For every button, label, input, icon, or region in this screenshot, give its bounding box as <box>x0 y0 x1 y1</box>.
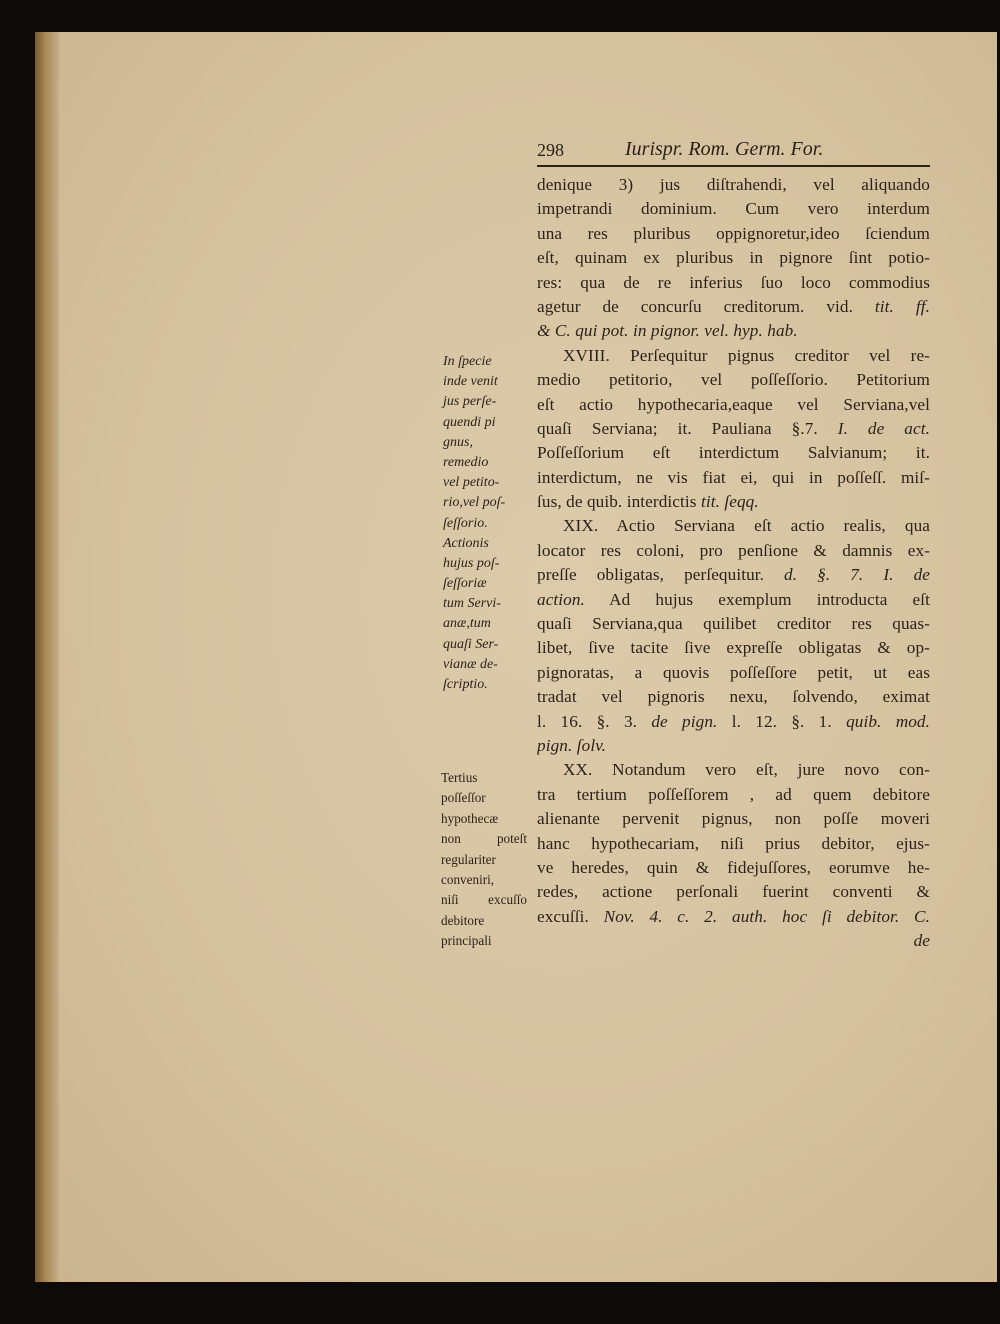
text-segment: eſt actio hypothecaria,eaque vel Serviana,vel <box>537 394 930 414</box>
text-line <box>537 734 930 758</box>
text-segment: agetur de concurſu creditorum. vid. <box>537 296 875 316</box>
text-line <box>537 588 930 612</box>
text-segment: tra tertium poſſeſſorem , ad quem debitore <box>537 784 930 804</box>
citation-italic: & C. qui pot. in pignor. vel. hyp. hab. <box>537 321 798 341</box>
text-segment: una res pluribus oppignoretur,ideo ſciendum <box>537 223 930 243</box>
text-line <box>537 368 930 392</box>
book-page <box>35 32 997 1282</box>
margin-note-line: ſcriptio. <box>443 677 488 692</box>
text-line <box>537 393 930 417</box>
citation-italic: action. <box>537 589 585 609</box>
text-segment: l. 16. §. 3. <box>537 711 652 731</box>
text-line <box>537 905 930 929</box>
text-segment: XIX. Actio Serviana eſt actio realis, qua <box>563 516 930 536</box>
margin-note-line: ſeſſoriæ <box>443 576 487 592</box>
margin-note-line: conveniri, <box>441 871 495 887</box>
text-line <box>537 612 930 636</box>
text-segment: redes, actione perſonali fuerint conventi & <box>537 882 930 902</box>
text-line <box>537 441 930 465</box>
text-line <box>537 856 930 880</box>
citation-italic: I. de act. <box>837 418 930 438</box>
header-rule <box>537 165 930 167</box>
text-line <box>537 758 930 782</box>
text-line <box>537 514 930 538</box>
text-line <box>537 295 930 319</box>
text-line <box>537 685 930 709</box>
text-segment: excuſſi. <box>537 906 604 926</box>
citation-italic: Nov. 4. c. 2. auth. hoc ſi debitor. C. <box>603 906 930 926</box>
citation-italic: de <box>913 931 930 951</box>
margin-note-line: poſſeſſor <box>441 790 486 806</box>
margin-note-line: debitore <box>441 912 485 928</box>
text-segment: quaſi Serviana,qua quilibet creditor res quas- <box>537 614 930 634</box>
text-segment: pignoratas, a quovis poſſeſſore petit, ut eas <box>537 662 930 682</box>
margin-note-tertius-possessor <box>441 768 527 952</box>
text-line <box>537 929 930 953</box>
text-segment: XVIII. Perſequitur pignus creditor vel re- <box>563 345 930 365</box>
text-segment: impetrandi dominium. Cum vero interdum <box>537 199 930 219</box>
main-text <box>537 173 930 954</box>
text-line <box>537 661 930 685</box>
margin-note-line: ſeſſorio. <box>443 515 488 531</box>
margin-note-line: Tertius <box>441 770 478 785</box>
text-line <box>537 539 930 563</box>
margin-note-line: principali <box>441 933 492 949</box>
margin-note-line: In ſpecie <box>443 354 492 369</box>
text-segment: denique 3) jus diſtrahendi, vel aliquando <box>537 175 930 194</box>
text-line <box>537 490 930 514</box>
text-segment: XX. Notandum vero eſt, jure novo con- <box>563 760 930 780</box>
margin-note-line: hypothecæ <box>441 810 499 826</box>
text-line <box>537 344 930 368</box>
margin-note-line: jus perſe- <box>443 394 497 410</box>
citation-italic: tit. ſeqq. <box>700 492 759 512</box>
text-segment: quaſi Serviana; it. Pauliana §.7. <box>537 418 838 438</box>
text-line <box>537 319 930 343</box>
text-line <box>537 807 930 831</box>
citation-italic: d. §. 7. I. de <box>784 565 930 585</box>
text-segment: l. 12. §. 1. <box>717 711 847 731</box>
text-line <box>537 173 930 197</box>
text-segment: locator res coloni, pro penſione & damnis ex- <box>537 540 930 560</box>
text-line <box>537 222 930 246</box>
text-line <box>537 466 930 490</box>
text-line <box>537 783 930 807</box>
text-line <box>537 563 930 587</box>
text-line <box>537 417 930 441</box>
text-segment: Ad hujus exemplum introducta eſt <box>584 589 930 609</box>
margin-note-line: vianæ de- <box>443 656 498 672</box>
text-segment: Poſſeſſorium eſt interdictum Salvianum; it. <box>537 443 930 463</box>
text-line <box>537 636 930 660</box>
citation-italic: de pign. <box>651 711 718 731</box>
margin-note-line: vel petito- <box>443 475 500 491</box>
margin-note-line: tum Servi- <box>443 596 501 612</box>
margin-note-actio-serviana <box>443 352 523 695</box>
running-header <box>537 136 930 166</box>
text-segment: libet, ſive tacite ſive expreſſe obligatas & op- <box>537 638 930 658</box>
text-segment: tradat vel pignoris nexu, ſolvendo, eximat <box>537 687 930 707</box>
text-line <box>537 832 930 856</box>
page-binding-edge <box>35 32 59 1282</box>
text-segment: ve heredes, quin & fidejuſſores, eorumve he- <box>537 857 930 877</box>
margin-note-line: Actionis <box>443 535 489 551</box>
margin-note-line: regulariter <box>441 851 496 867</box>
citation-italic: pign. ſolv. <box>537 735 607 755</box>
text-segment: medio petitorio, vel poſſeſſorio. Petitorium <box>537 370 930 390</box>
text-segment: interdictum, ne vis fiat ei, qui in poſſeſſ. miſ- <box>537 467 930 487</box>
text-segment: preſſe obligatas, perſequitur. <box>537 565 785 585</box>
text-line <box>537 710 930 734</box>
margin-note-line: inde venit <box>443 374 498 390</box>
citation-italic: tit. ff. <box>874 296 930 316</box>
text-line <box>537 246 930 270</box>
margin-note-line: non poteſt <box>441 831 527 847</box>
text-line <box>537 197 930 221</box>
text-segment: res: qua de re inferius ſuo loco commodius <box>537 272 930 292</box>
page-number: 298 <box>537 140 564 160</box>
margin-note-line: quaſi Ser- <box>443 636 499 652</box>
margin-note-line: rio,vel poſ- <box>443 495 506 511</box>
margin-note-line: niſi excuſſo <box>441 892 527 908</box>
margin-note-line: quendi pi <box>443 414 496 430</box>
text-segment: hanc hypothecariam, niſi prius debitor, ejus- <box>537 833 930 853</box>
citation-italic: quib. mod. <box>846 711 930 731</box>
text-segment: alienante pervenit pignus, non poſſe moveri <box>537 809 930 829</box>
margin-note-line: gnus, <box>443 434 473 450</box>
running-title: Iurispr. Rom. Germ. For. <box>625 138 824 160</box>
text-line <box>537 271 930 295</box>
text-segment: eſt, quinam ex pluribus in pignore ſint potio- <box>537 248 930 268</box>
margin-note-line: remedio <box>443 454 489 470</box>
margin-note-line: hujus poſ- <box>443 555 500 571</box>
text-segment: ſus, de quib. interdictis <box>537 492 701 512</box>
margin-note-line: anæ,tum <box>443 616 491 632</box>
text-line <box>537 880 930 904</box>
